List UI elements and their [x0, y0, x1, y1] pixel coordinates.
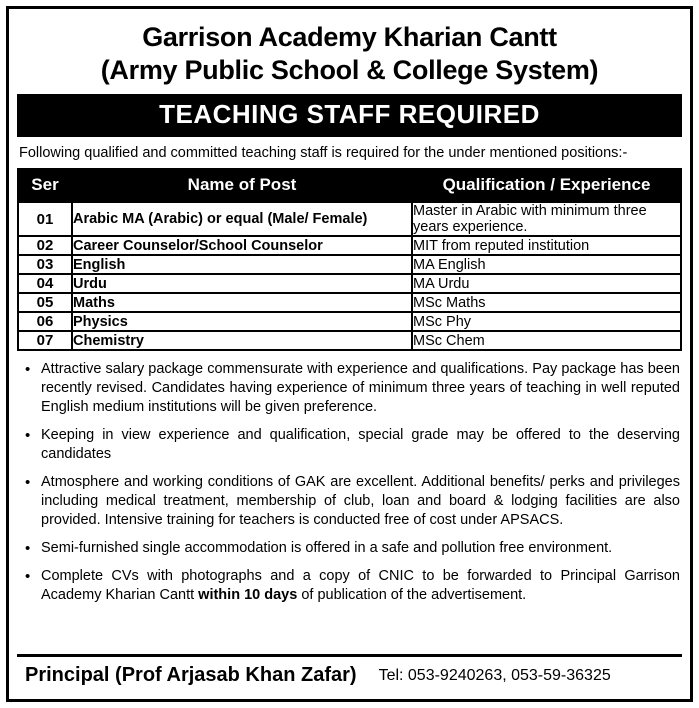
list-item-text: Attractive salary package commensurate with experience and qualifications. Pay package has been recently revised. Candidates having experience of minimum three years of teaching in well reputed English medium institutions will be given preference.	[41, 361, 680, 415]
contact-phone: Tel: 053-9240263, 053-59-36325	[378, 666, 611, 684]
page-content	[17, 15, 682, 693]
list-item-text: Atmosphere and working conditions of GAK are excellent. Additional benefits/ perks and privileges including medical treatment, membership of club, loan and board & lodging facilities are also provided. Intensive training for teachers is conducted free of cost under APSACS.	[41, 474, 680, 528]
principal-name: Principal (Prof Arjasab Khan Zafar)	[25, 664, 357, 686]
table-row	[18, 255, 681, 274]
cell-qualification: MSc Phy	[412, 312, 681, 331]
list-item	[19, 426, 680, 464]
bullet-icon: •	[25, 427, 31, 444]
bullet-icon: •	[25, 540, 31, 557]
list-item-text	[41, 567, 680, 605]
page-border	[6, 6, 693, 702]
cell-ser: 05	[18, 293, 72, 312]
table-row	[18, 312, 681, 331]
cell-post: Career Counselor/School Counselor	[72, 236, 412, 255]
cell-post: Maths	[72, 293, 412, 312]
list-item-text-part1: Complete CVs with photographs and a copy of CNIC to be forwarded to Principal Garrison Academy Kharian Cantt	[41, 568, 680, 603]
cell-qualification: MIT from reputed institution	[412, 236, 681, 255]
table-row	[18, 293, 681, 312]
banner-heading: TEACHING STAFF REQUIRED	[17, 94, 682, 137]
column-header-post: Name of Post	[72, 169, 412, 202]
cell-post: Chemistry	[72, 331, 412, 350]
footer	[17, 654, 682, 693]
cell-ser: 04	[18, 274, 72, 293]
cell-ser: 03	[18, 255, 72, 274]
cell-post: Arabic MA (Arabic) or equal (Male/ Female)	[72, 202, 412, 236]
list-item	[19, 473, 680, 530]
cell-qualification: MA Urdu	[412, 274, 681, 293]
cell-post: Physics	[72, 312, 412, 331]
table-row	[18, 331, 681, 350]
list-item-text-emphasis: within 10 days	[198, 587, 298, 603]
cell-ser: 02	[18, 236, 72, 255]
cell-ser: 06	[18, 312, 72, 331]
table-row	[18, 236, 681, 255]
intro-text: Following qualified and committed teaching staff is required for the under mentioned positions:-	[19, 145, 628, 161]
column-header-qualification: Qualification / Experience	[412, 169, 681, 202]
list-item-text: Semi-furnished single accommodation is offered in a safe and pollution free environment.	[41, 540, 613, 556]
cell-qualification: Master in Arabic with minimum three years experience.	[412, 202, 681, 236]
cell-post: English	[72, 255, 412, 274]
cell-post: Urdu	[72, 274, 412, 293]
positions-table	[17, 168, 682, 351]
page-subtitle: (Army Public School & College System)	[100, 55, 599, 85]
table-row	[18, 274, 681, 293]
list-item	[19, 567, 680, 605]
cell-ser: 01	[18, 202, 72, 236]
cell-ser: 07	[18, 331, 72, 350]
table-row	[18, 202, 681, 236]
column-header-ser: Ser	[18, 169, 72, 202]
bullet-icon: •	[25, 361, 31, 378]
page-title: Garrison Academy Kharian Cantt	[142, 22, 557, 52]
cell-qualification: MA English	[412, 255, 681, 274]
list-item	[19, 360, 680, 417]
bullet-icon: •	[25, 474, 31, 491]
table-header-row	[18, 169, 681, 202]
cell-qualification: MSc Chem	[412, 331, 681, 350]
list-item-text-part2: of publication of the advertisement.	[297, 587, 527, 603]
conditions-list	[19, 360, 680, 605]
bullet-icon: •	[25, 568, 31, 585]
list-item-text: Keeping in view experience and qualification, special grade may be offered to the deserving candidates	[41, 427, 680, 462]
list-item	[19, 539, 680, 558]
cell-qualification: MSc Maths	[412, 293, 681, 312]
